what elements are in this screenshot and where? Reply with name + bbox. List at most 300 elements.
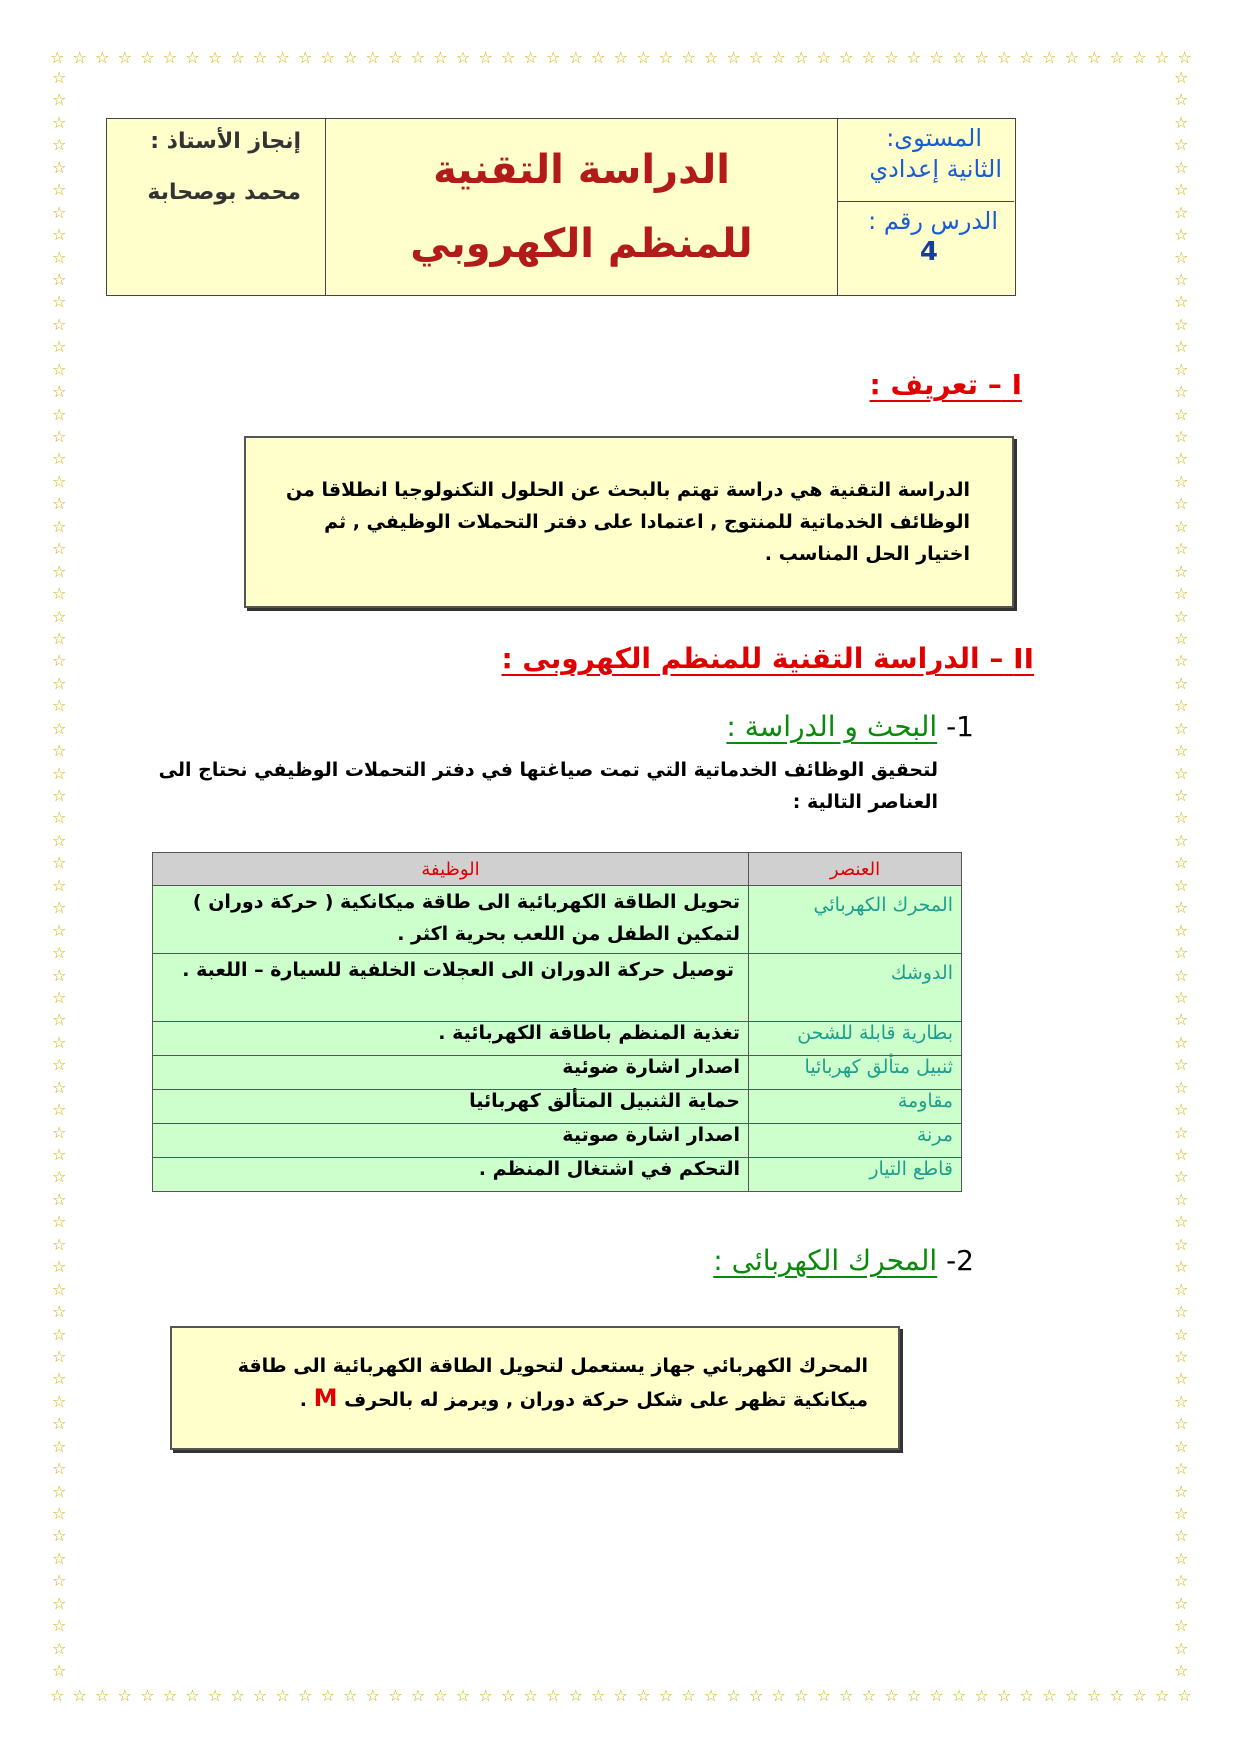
star-icon: ☆ <box>1174 920 1189 940</box>
star-icon: ☆ <box>771 48 786 67</box>
star-icon: ☆ <box>591 48 606 67</box>
star-icon: ☆ <box>52 1257 67 1277</box>
star-icon: ☆ <box>275 48 290 67</box>
star-icon: ☆ <box>52 561 67 581</box>
star-icon: ☆ <box>1174 1279 1189 1299</box>
star-icon: ☆ <box>52 1369 67 1389</box>
star-icon: ☆ <box>974 48 989 67</box>
star-icon: ☆ <box>1174 1661 1189 1681</box>
star-icon: ☆ <box>52 449 67 469</box>
star-icon: ☆ <box>52 875 67 895</box>
star-icon: ☆ <box>52 584 67 604</box>
star-icon: ☆ <box>1132 1686 1147 1705</box>
teacher-label: إنجاز الأستاذ : <box>150 129 301 154</box>
subsection-1-intro: لتحقيق الوظائف الخدماتية التي تمت صياغتها في دفتر التحملات الوظيفي نحتاج الى العناصر التالية : <box>158 759 938 813</box>
star-icon: ☆ <box>52 1346 67 1366</box>
star-icon: ☆ <box>1019 1686 1034 1705</box>
star-icon: ☆ <box>1177 48 1192 67</box>
star-icon: ☆ <box>162 1686 178 1705</box>
star-icon: ☆ <box>117 48 132 67</box>
star-icon: ☆ <box>52 292 67 312</box>
table-row <box>153 954 962 1022</box>
star-icon: ☆ <box>839 48 854 67</box>
star-icon: ☆ <box>52 965 67 985</box>
star-icon: ☆ <box>207 48 223 67</box>
components-table <box>152 852 962 1192</box>
star-icon: ☆ <box>1042 48 1057 67</box>
teacher-name: محمد بوصحابة <box>147 180 301 205</box>
section-2-number: II <box>1013 642 1034 675</box>
star-icon: ☆ <box>726 1686 741 1705</box>
star-icon: ☆ <box>52 853 67 873</box>
table-row <box>153 1022 962 1056</box>
star-icon: ☆ <box>52 1571 67 1591</box>
star-icon: ☆ <box>884 48 899 67</box>
star-icon: ☆ <box>52 606 67 626</box>
element-cell: قاطع التيار <box>749 1158 962 1192</box>
star-icon: ☆ <box>72 48 87 67</box>
star-icon: ☆ <box>929 48 944 67</box>
subsection-2-title: المحرك الكهربائى : <box>713 1244 938 1277</box>
star-icon: ☆ <box>1174 1212 1189 1232</box>
star-icon: ☆ <box>1109 1686 1125 1705</box>
star-icon: ☆ <box>207 1686 223 1705</box>
star-icon: ☆ <box>52 1459 67 1479</box>
star-icon: ☆ <box>72 1686 87 1705</box>
star-icon: ☆ <box>52 1616 67 1636</box>
star-icon: ☆ <box>546 48 561 67</box>
element-cell: المحرك الكهربائي <box>749 886 962 954</box>
star-icon: ☆ <box>1174 853 1189 873</box>
subsection-1-heading <box>726 710 974 743</box>
star-icon: ☆ <box>52 696 67 716</box>
star-icon: ☆ <box>162 48 178 67</box>
star-icon: ☆ <box>884 1686 899 1705</box>
star-icon: ☆ <box>1174 1526 1189 1546</box>
star-icon: ☆ <box>52 1010 67 1030</box>
star-icon: ☆ <box>1174 628 1189 648</box>
table-row <box>153 886 962 954</box>
star-icon: ☆ <box>1174 112 1189 132</box>
star-icon: ☆ <box>52 1638 67 1658</box>
column-header-element: العنصر <box>749 853 962 886</box>
star-icon: ☆ <box>861 48 877 67</box>
function-cell: اصدار اشارة صوتية <box>153 1124 749 1158</box>
star-icon: ☆ <box>636 1686 651 1705</box>
star-icon: ☆ <box>140 48 155 67</box>
star-icon: ☆ <box>52 247 67 267</box>
star-icon: ☆ <box>1174 1010 1189 1030</box>
star-icon: ☆ <box>1174 1122 1189 1142</box>
motor-symbol: M <box>313 1384 338 1412</box>
element-cell: ثنبيل متألق كهربائيا <box>749 1056 962 1090</box>
star-icon: ☆ <box>681 1686 696 1705</box>
star-icon: ☆ <box>748 48 764 67</box>
motor-definition-text <box>212 1350 868 1416</box>
section-1-number: I <box>1011 368 1022 401</box>
star-icon: ☆ <box>1174 1302 1189 1322</box>
star-icon: ☆ <box>52 1593 67 1613</box>
star-icon: ☆ <box>568 1686 583 1705</box>
function-cell: تحويل الطاقة الكهربائية الى طاقة ميكانكية ( حركة دوران ) لتمكين الطفل من اللعب بحرية اكثر . <box>153 886 749 954</box>
star-icon: ☆ <box>1174 135 1189 155</box>
star-icon: ☆ <box>1174 225 1189 245</box>
star-icon: ☆ <box>185 48 200 67</box>
star-icon: ☆ <box>613 48 629 67</box>
star-icon: ☆ <box>1174 1436 1189 1456</box>
star-icon: ☆ <box>52 1391 67 1411</box>
star-icon: ☆ <box>1174 471 1189 491</box>
star-icon: ☆ <box>52 920 67 940</box>
star-icon: ☆ <box>52 314 67 334</box>
star-icon: ☆ <box>1174 1391 1189 1411</box>
star-icon: ☆ <box>52 1481 67 1501</box>
star-icon: ☆ <box>1174 247 1189 267</box>
star-icon: ☆ <box>1174 90 1189 110</box>
star-border-right <box>1174 70 1188 1680</box>
star-icon: ☆ <box>52 718 67 738</box>
star-icon: ☆ <box>1174 718 1189 738</box>
star-icon: ☆ <box>1174 898 1189 918</box>
star-icon: ☆ <box>1174 1616 1189 1636</box>
star-icon: ☆ <box>50 1686 65 1705</box>
star-icon: ☆ <box>1174 494 1189 514</box>
star-icon: ☆ <box>1174 1459 1189 1479</box>
star-icon: ☆ <box>1154 48 1170 67</box>
level-label: المستوى: <box>886 124 982 152</box>
star-icon: ☆ <box>1174 943 1189 963</box>
star-icon: ☆ <box>500 1686 516 1705</box>
function-cell: توصيل حركة الدوران الى العجلات الخلفية للسيارة – اللعبة . <box>153 954 749 1022</box>
lesson-label: الدرس رقم : <box>868 207 998 235</box>
star-icon: ☆ <box>1064 1686 1079 1705</box>
star-icon: ☆ <box>1174 314 1189 334</box>
star-icon: ☆ <box>1174 786 1189 805</box>
star-icon: ☆ <box>140 1686 155 1705</box>
motor-definition-body: المحرك الكهربائي جهاز يستعمل لتحويل الطاقة الكهربائية الى طاقة ميكانكية تظهر على شكل حركة دوران , ويرمز له بالحرف <box>237 1355 868 1411</box>
star-icon: ☆ <box>1174 651 1189 671</box>
star-icon: ☆ <box>1174 1504 1189 1523</box>
star-icon: ☆ <box>52 1100 67 1120</box>
star-icon: ☆ <box>951 1686 967 1705</box>
star-icon: ☆ <box>1174 584 1189 604</box>
star-icon: ☆ <box>1064 48 1079 67</box>
star-icon: ☆ <box>1174 1167 1189 1187</box>
star-icon: ☆ <box>52 1145 67 1164</box>
star-icon: ☆ <box>320 1686 335 1705</box>
star-icon: ☆ <box>95 48 110 67</box>
star-icon: ☆ <box>1174 1189 1189 1209</box>
star-icon: ☆ <box>1174 741 1189 761</box>
star-icon: ☆ <box>52 830 67 850</box>
star-icon: ☆ <box>1174 449 1189 469</box>
star-icon: ☆ <box>52 382 67 402</box>
star-icon: ☆ <box>433 1686 448 1705</box>
star-icon: ☆ <box>410 48 426 67</box>
lesson-number: 4 <box>919 237 938 267</box>
star-icon: ☆ <box>52 1414 67 1434</box>
star-icon: ☆ <box>523 48 538 67</box>
star-icon: ☆ <box>1174 68 1189 87</box>
star-icon: ☆ <box>52 1504 67 1523</box>
star-icon: ☆ <box>1042 1686 1057 1705</box>
star-icon: ☆ <box>52 427 67 446</box>
section-2-heading <box>501 642 1034 675</box>
star-icon: ☆ <box>52 1212 67 1232</box>
star-icon: ☆ <box>52 337 67 357</box>
star-icon: ☆ <box>52 68 67 87</box>
star-border-top <box>50 50 1192 66</box>
star-icon: ☆ <box>52 112 67 132</box>
section-1-heading <box>870 368 1022 401</box>
element-cell: مقاومة <box>749 1090 962 1124</box>
star-icon: ☆ <box>52 943 67 963</box>
star-icon: ☆ <box>839 1686 854 1705</box>
star-icon: ☆ <box>1174 763 1189 783</box>
star-icon: ☆ <box>52 1032 67 1052</box>
star-icon: ☆ <box>117 1686 132 1705</box>
level-value: الثانية إعدادي <box>869 155 1002 183</box>
element-cell: بطارية قابلة للشحن <box>749 1022 962 1056</box>
star-icon: ☆ <box>1174 516 1189 536</box>
subsection-2-number: 2- <box>946 1244 974 1277</box>
star-icon: ☆ <box>185 1686 200 1705</box>
star-icon: ☆ <box>1174 1055 1189 1075</box>
subsection-1-number: 1- <box>946 710 974 743</box>
star-icon: ☆ <box>52 135 67 155</box>
star-icon: ☆ <box>1174 1257 1189 1277</box>
star-icon: ☆ <box>298 48 313 67</box>
star-icon: ☆ <box>50 48 65 67</box>
star-icon: ☆ <box>1174 359 1189 379</box>
document-title-line2: للمنظم الكهروبي <box>410 221 753 267</box>
star-icon: ☆ <box>95 1686 110 1705</box>
star-icon: ☆ <box>703 1686 719 1705</box>
star-icon: ☆ <box>455 1686 471 1705</box>
definition-box <box>244 436 1014 608</box>
star-icon: ☆ <box>365 48 380 67</box>
star-icon: ☆ <box>816 1686 831 1705</box>
star-icon: ☆ <box>52 1436 67 1456</box>
star-icon: ☆ <box>1174 427 1189 446</box>
star-icon: ☆ <box>748 1686 764 1705</box>
star-icon: ☆ <box>52 202 67 222</box>
star-icon: ☆ <box>52 651 67 671</box>
level-box <box>838 123 1014 202</box>
function-cell: اصدار اشارة ضوئية <box>153 1056 749 1090</box>
star-icon: ☆ <box>252 48 268 67</box>
star-icon: ☆ <box>771 1686 786 1705</box>
subsection-1-title: البحث و الدراسة : <box>726 710 938 743</box>
star-icon: ☆ <box>52 1279 67 1299</box>
star-icon: ☆ <box>1177 1686 1192 1705</box>
star-icon: ☆ <box>1174 1324 1189 1344</box>
star-icon: ☆ <box>1174 1032 1189 1052</box>
column-header-function: الوظيفة <box>153 853 749 886</box>
star-icon: ☆ <box>365 1686 380 1705</box>
star-icon: ☆ <box>52 180 67 200</box>
star-icon: ☆ <box>52 1077 67 1097</box>
star-icon: ☆ <box>52 741 67 761</box>
star-icon: ☆ <box>52 786 67 805</box>
star-icon: ☆ <box>1174 180 1189 200</box>
star-icon: ☆ <box>52 1055 67 1075</box>
star-icon: ☆ <box>1174 404 1189 424</box>
star-icon: ☆ <box>343 48 358 67</box>
star-icon: ☆ <box>52 1167 67 1187</box>
table-row <box>153 1124 962 1158</box>
star-icon: ☆ <box>1174 561 1189 581</box>
star-icon: ☆ <box>1174 808 1189 828</box>
star-icon: ☆ <box>52 898 67 918</box>
star-icon: ☆ <box>1174 1481 1189 1501</box>
star-icon: ☆ <box>410 1686 426 1705</box>
star-icon: ☆ <box>681 48 696 67</box>
star-icon: ☆ <box>1174 292 1189 312</box>
star-icon: ☆ <box>1174 269 1189 289</box>
star-icon: ☆ <box>1019 48 1034 67</box>
star-icon: ☆ <box>1174 202 1189 222</box>
star-icon: ☆ <box>388 48 403 67</box>
star-icon: ☆ <box>591 1686 606 1705</box>
star-icon: ☆ <box>52 494 67 514</box>
star-icon: ☆ <box>996 48 1012 67</box>
star-icon: ☆ <box>1174 157 1189 177</box>
star-icon: ☆ <box>52 359 67 379</box>
star-icon: ☆ <box>388 1686 403 1705</box>
star-icon: ☆ <box>52 1661 67 1681</box>
star-icon: ☆ <box>861 1686 877 1705</box>
star-icon: ☆ <box>52 987 67 1007</box>
table-row <box>153 1090 962 1124</box>
star-icon: ☆ <box>52 1189 67 1209</box>
star-icon: ☆ <box>52 1324 67 1344</box>
star-icon: ☆ <box>1174 1414 1189 1434</box>
star-icon: ☆ <box>230 48 245 67</box>
star-icon: ☆ <box>1174 1571 1189 1591</box>
star-icon: ☆ <box>1174 1369 1189 1389</box>
star-icon: ☆ <box>52 539 67 559</box>
star-icon: ☆ <box>1174 830 1189 850</box>
star-icon: ☆ <box>1109 48 1125 67</box>
star-icon: ☆ <box>52 269 67 289</box>
document-title-line1: الدراسة التقنية <box>433 147 730 193</box>
star-icon: ☆ <box>500 48 516 67</box>
table-header-row <box>153 853 962 886</box>
star-icon: ☆ <box>52 1548 67 1568</box>
star-icon: ☆ <box>298 1686 313 1705</box>
title-cell <box>325 119 837 295</box>
star-icon: ☆ <box>1154 1686 1170 1705</box>
star-icon: ☆ <box>1174 1234 1189 1254</box>
star-icon: ☆ <box>52 1234 67 1254</box>
star-icon: ☆ <box>1174 987 1189 1007</box>
definition-text: الدراسة التقنية هي دراسة تهتم بالبحث عن الحلول التكنولوجيا انطلاقا من الوظائف الخدماتية للمنتوج , اعتمادا على دفتر التحملات الوظيفي , ثم اختيار الحل المناسب . <box>286 479 970 565</box>
star-icon: ☆ <box>568 48 583 67</box>
teacher-cell <box>107 119 325 295</box>
star-icon: ☆ <box>52 90 67 110</box>
star-icon: ☆ <box>52 1302 67 1322</box>
star-icon: ☆ <box>658 1686 674 1705</box>
star-icon: ☆ <box>1174 965 1189 985</box>
motor-definition-end: . <box>299 1389 307 1411</box>
motor-definition-box <box>170 1326 900 1450</box>
star-border-left <box>52 70 66 1680</box>
star-icon: ☆ <box>1174 1100 1189 1120</box>
subsection-2-heading <box>713 1244 974 1277</box>
star-icon: ☆ <box>455 48 471 67</box>
function-cell: حماية الثنبيل المتألق كهربائيا <box>153 1090 749 1124</box>
section-1-title: – تعريف : <box>869 368 1002 401</box>
table-row <box>153 1158 962 1192</box>
star-icon: ☆ <box>52 763 67 783</box>
star-icon: ☆ <box>1174 1593 1189 1613</box>
function-cell: تغذية المنظم باطاقة الكهربائية . <box>153 1022 749 1056</box>
star-icon: ☆ <box>974 1686 989 1705</box>
star-icon: ☆ <box>906 48 922 67</box>
star-icon: ☆ <box>658 48 674 67</box>
star-icon: ☆ <box>1087 1686 1102 1705</box>
star-icon: ☆ <box>794 48 809 67</box>
star-icon: ☆ <box>794 1686 809 1705</box>
star-icon: ☆ <box>523 1686 538 1705</box>
star-icon: ☆ <box>478 48 493 67</box>
star-icon: ☆ <box>52 404 67 424</box>
star-icon: ☆ <box>252 1686 268 1705</box>
star-icon: ☆ <box>1174 673 1189 693</box>
star-icon: ☆ <box>343 1686 358 1705</box>
star-icon: ☆ <box>1174 337 1189 357</box>
section-2-title: – الدراسة التقنية للمنظم الكهروبى : <box>501 642 1004 675</box>
star-border-bottom <box>50 1688 1192 1704</box>
star-icon: ☆ <box>1174 606 1189 626</box>
star-icon: ☆ <box>929 1686 944 1705</box>
star-icon: ☆ <box>1174 1346 1189 1366</box>
table-row <box>153 1056 962 1090</box>
star-icon: ☆ <box>951 48 967 67</box>
star-icon: ☆ <box>52 628 67 648</box>
star-icon: ☆ <box>1174 1548 1189 1568</box>
star-icon: ☆ <box>816 48 831 67</box>
star-icon: ☆ <box>906 1686 922 1705</box>
star-icon: ☆ <box>478 1686 493 1705</box>
function-cell: التحكم في اشتغال المنظم . <box>153 1158 749 1192</box>
star-icon: ☆ <box>320 48 335 67</box>
star-icon: ☆ <box>1174 696 1189 716</box>
star-icon: ☆ <box>1174 1077 1189 1097</box>
star-icon: ☆ <box>230 1686 245 1705</box>
star-icon: ☆ <box>1174 382 1189 402</box>
element-cell: مرنة <box>749 1124 962 1158</box>
star-icon: ☆ <box>52 225 67 245</box>
star-icon: ☆ <box>52 1122 67 1142</box>
star-icon: ☆ <box>546 1686 561 1705</box>
star-icon: ☆ <box>1174 875 1189 895</box>
star-icon: ☆ <box>1174 539 1189 559</box>
star-icon: ☆ <box>52 471 67 491</box>
header-table <box>106 118 1016 296</box>
star-icon: ☆ <box>52 157 67 177</box>
star-icon: ☆ <box>52 673 67 693</box>
star-icon: ☆ <box>52 516 67 536</box>
element-cell: الدوشك <box>749 954 962 1022</box>
star-icon: ☆ <box>52 1526 67 1546</box>
star-icon: ☆ <box>996 1686 1012 1705</box>
level-cell <box>837 119 1014 295</box>
star-icon: ☆ <box>1174 1145 1189 1164</box>
star-icon: ☆ <box>1087 48 1102 67</box>
star-icon: ☆ <box>1174 1638 1189 1658</box>
